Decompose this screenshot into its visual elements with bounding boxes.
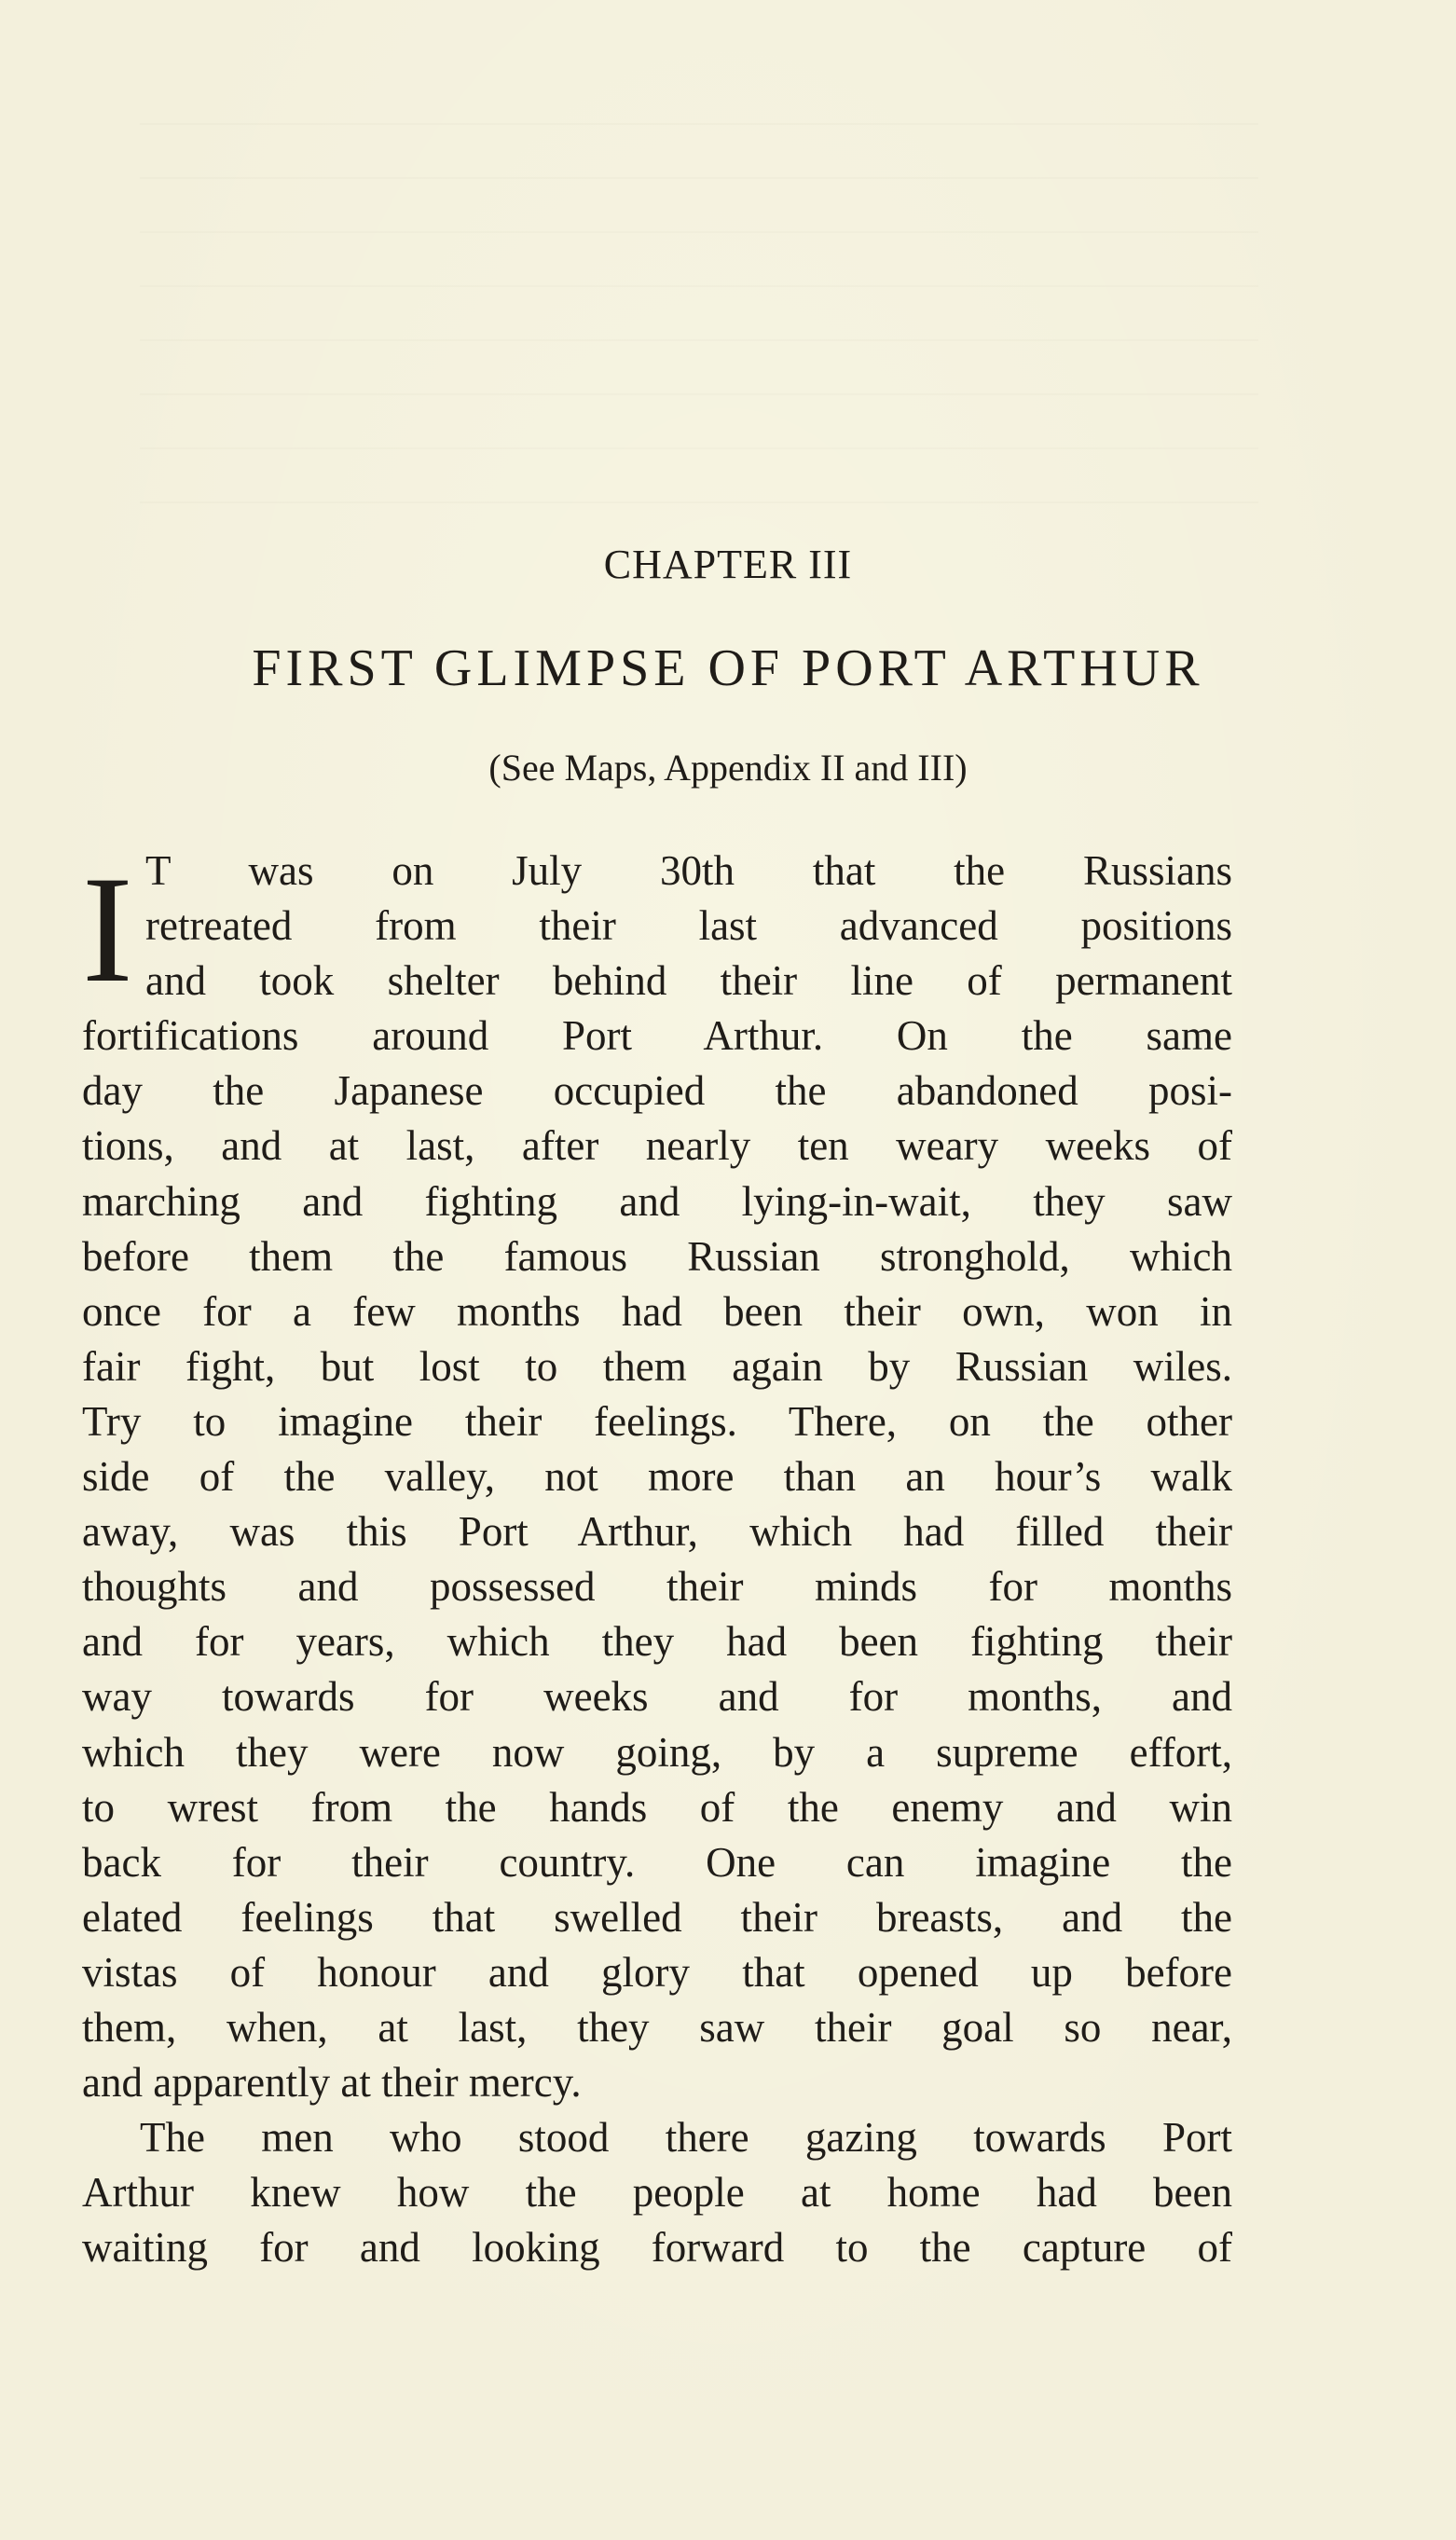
text-line: which they were now going, by a supreme effort, bbox=[82, 1728, 1232, 1776]
text-line: and took shelter behind their line of permanent bbox=[145, 957, 1232, 1005]
text-line: elated feelings that swelled their breasts, and the bbox=[82, 1893, 1232, 1941]
text-line: tions, and at last, after nearly ten weary weeks of bbox=[82, 1122, 1232, 1170]
text-line: and apparently at their mercy. bbox=[82, 2059, 582, 2107]
text-line: day the Japanese occupied the abandoned posi- bbox=[82, 1067, 1232, 1115]
chapter-number: CHAPTER III bbox=[603, 542, 853, 587]
text-line: side of the valley, not more than an hour’s walk bbox=[82, 1453, 1232, 1501]
text-line: Arthur knew how the people at home had been bbox=[82, 2169, 1232, 2217]
drop-cap: I bbox=[82, 845, 133, 1014]
text-line: retreated from their last advanced positions bbox=[145, 902, 1232, 950]
text-line: Try to imagine their feelings. There, on the other bbox=[82, 1397, 1232, 1445]
text-line: thoughts and possessed their minds for months bbox=[82, 1563, 1232, 1611]
text-line: before them the famous Russian stronghold, which bbox=[82, 1232, 1232, 1280]
text-line: marching and fighting and lying-in-wait, they saw bbox=[82, 1177, 1232, 1225]
text-line: away, was this Port Arthur, which had filled their bbox=[82, 1508, 1232, 1556]
chapter-title: FIRST GLIMPSE OF PORT ARTHUR bbox=[252, 639, 1204, 697]
text-line: once for a few months had been their own, won in bbox=[82, 1287, 1232, 1335]
text-line: T was on July 30th that the Russians bbox=[145, 847, 1232, 894]
text-line: fortifications around Port Arthur. On the same bbox=[82, 1012, 1232, 1060]
body-text bbox=[82, 844, 1232, 2275]
text-line: and for years, which they had been fighting their bbox=[82, 1618, 1232, 1666]
chapter-subtitle: (See Maps, Appendix II and III) bbox=[488, 747, 968, 789]
text-line: to wrest from the hands of the enemy and win bbox=[82, 1783, 1232, 1831]
show-through-texture bbox=[140, 112, 1258, 503]
text-line: vistas of honour and glory that opened up before bbox=[82, 1948, 1232, 1996]
text-line: The men who stood there gazing towards Port bbox=[140, 2114, 1232, 2162]
text-line: way towards for weeks and for months, and bbox=[82, 1673, 1232, 1721]
text-line: fair fight, but lost to them again by Russian wiles. bbox=[82, 1342, 1232, 1390]
text-line: them, when, at last, they saw their goal so near, bbox=[82, 2003, 1232, 2051]
text-line: back for their country. One can imagine the bbox=[82, 1838, 1232, 1886]
text-line: waiting for and looking forward to the capture of bbox=[82, 2224, 1232, 2272]
